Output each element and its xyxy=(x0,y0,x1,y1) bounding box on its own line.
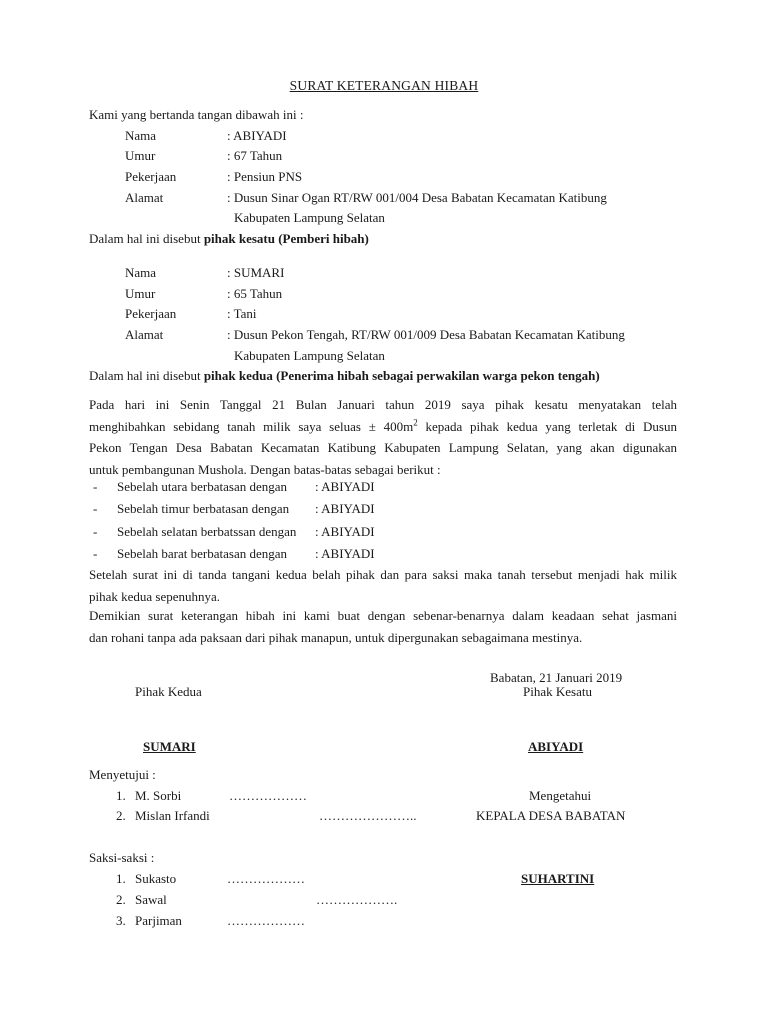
approver-signature-line: ……………… xyxy=(229,788,307,803)
signatory-pihak-kesatu: ABIYADI xyxy=(528,739,584,754)
paragraph-line: dan rohani tanpa ada paksaan dari pihak manapun, untuk dipergunakan sebagaimana mestinya. xyxy=(89,629,583,645)
designation-prefix: Dalam hal ini disebut xyxy=(89,231,204,246)
list-dash: - xyxy=(93,479,98,494)
pihak1-designation xyxy=(89,231,369,247)
witness-number: 3. xyxy=(116,913,126,928)
designation-role: pihak kedua (Penerima hibah sebagai perwakilan warga pekon tengah) xyxy=(203,368,600,383)
boundary-value: : ABIYADI xyxy=(315,546,375,561)
area-text: menghibahkan sebidang tanah milik saya seluas ± 400m xyxy=(89,418,414,434)
boundary-value: : ABIYADI xyxy=(315,501,375,516)
pihak-kesatu-label: Pihak Kesatu xyxy=(523,684,592,699)
mengetahui-label: Mengetahui xyxy=(529,788,592,803)
pihak2-pekerjaan: : Tani xyxy=(227,306,257,321)
approver-number: 1. xyxy=(116,788,126,803)
label-nama: Nama xyxy=(125,265,157,280)
approval-label: Menyetujui : xyxy=(89,767,156,782)
boundary-label: Sebelah utara berbatasan dengan xyxy=(117,479,288,494)
paragraph-line: untuk pembangunan Mushola. Dengan batas-batas sebagai berikut : xyxy=(89,461,441,477)
place-date: Babatan, 21 Januari 2019 xyxy=(490,670,623,685)
closing-paragraph xyxy=(89,605,677,648)
pihak2-alamat-line1: : Dusun Pekon Tengah, RT/RW 001/009 Desa Babatan Kecamatan Katibung xyxy=(227,327,625,342)
paragraph-line: Pekon Tengan Desa Babatan Kecamatan Katibung Kabupaten Lampung Selatan, yang akan digunakan xyxy=(89,440,677,455)
area-text-cont: kepada pihak kedua yang terletak di Dusun xyxy=(417,418,677,434)
intro-text: Kami yang bertanda tangan dibawah ini : xyxy=(89,107,304,122)
list-dash: - xyxy=(93,501,98,516)
approver-signature-line: ………………….. xyxy=(319,808,417,823)
witness-label: Saksi-saksi : xyxy=(89,850,155,865)
witness-signature-line: ………………. xyxy=(316,892,398,907)
label-nama: Nama xyxy=(125,128,157,143)
label-umur: Umur xyxy=(125,286,156,301)
label-pekerjaan: Pekerjaan xyxy=(125,169,177,184)
boundary-label: Sebelah barat berbatasan dengan xyxy=(117,546,288,561)
approver-name: M. Sorbi xyxy=(135,788,182,803)
approver-number: 2. xyxy=(116,808,126,823)
signatory-pihak-kedua: SUMARI xyxy=(143,739,196,754)
ownership-paragraph xyxy=(89,564,677,607)
kepala-desa-name: SUHARTINI xyxy=(521,871,595,886)
paragraph-line: Demikian surat keterangan hibah ini kami buat dengan sebenar-benarnya dalam keadaan sehat jasmani xyxy=(89,608,677,623)
pihak1-umur: : 67 Tahun xyxy=(227,148,283,163)
witness-signature-line: ……………… xyxy=(227,913,305,928)
boundary-label: Sebelah selatan berbatssan dengan xyxy=(117,524,297,539)
list-dash: - xyxy=(93,546,98,561)
witness-signature-line: ……………… xyxy=(227,871,305,886)
pihak1-pekerjaan: : Pensiun PNS xyxy=(227,169,303,184)
label-pekerjaan: Pekerjaan xyxy=(125,306,177,321)
label-umur: Umur xyxy=(125,148,156,163)
boundary-value: : ABIYADI xyxy=(315,479,375,494)
paragraph-line: Pada hari ini Senin Tanggal 21 Bulan Januari tahun 2019 saya pihak kesatu menyatakan telah xyxy=(89,397,677,412)
label-alamat: Alamat xyxy=(125,190,164,205)
hibah-statement-paragraph xyxy=(89,394,677,480)
boundary-label: Sebelah timur berbatasan dengan xyxy=(117,501,290,516)
designation-role: pihak kesatu (Pemberi hibah) xyxy=(203,231,369,246)
pihak1-alamat-line2: Kabupaten Lampung Selatan xyxy=(234,210,385,225)
witness-name: Sawal xyxy=(135,892,167,907)
paragraph-line xyxy=(89,416,677,438)
pihak-kedua-label: Pihak Kedua xyxy=(135,684,202,699)
list-dash: - xyxy=(93,524,98,539)
paragraph-line: Setelah surat ini di tanda tangani kedua belah pihak dan para saksi maka tanah tersebut menjadi hak milik xyxy=(89,567,677,582)
paragraph-line: pihak kedua sepenuhnya. xyxy=(89,588,221,604)
pihak2-alamat-line2: Kabupaten Lampung Selatan xyxy=(234,348,385,363)
kepala-desa-title: KEPALA DESA BABATAN xyxy=(476,808,626,823)
witness-name: Sukasto xyxy=(135,871,177,886)
approver-name: Mislan Irfandi xyxy=(135,808,210,823)
area-superscript: 2 xyxy=(413,417,418,428)
label-alamat: Alamat xyxy=(125,327,164,342)
boundary-value: : ABIYADI xyxy=(315,524,375,539)
witness-number: 2. xyxy=(116,892,126,907)
designation-prefix: Dalam hal ini disebut xyxy=(89,368,204,383)
witness-number: 1. xyxy=(116,871,126,886)
pihak2-designation xyxy=(89,368,600,384)
pihak2-umur: : 65 Tahun xyxy=(227,286,283,301)
pihak2-nama: : SUMARI xyxy=(227,265,285,280)
document-title: SURAT KETERANGAN HIBAH xyxy=(289,78,479,93)
pihak1-alamat-line1: : Dusun Sinar Ogan RT/RW 001/004 Desa Babatan Kecamatan Katibung xyxy=(227,190,607,205)
witness-name: Parjiman xyxy=(135,913,182,928)
pihak1-nama: : ABIYADI xyxy=(227,128,287,143)
